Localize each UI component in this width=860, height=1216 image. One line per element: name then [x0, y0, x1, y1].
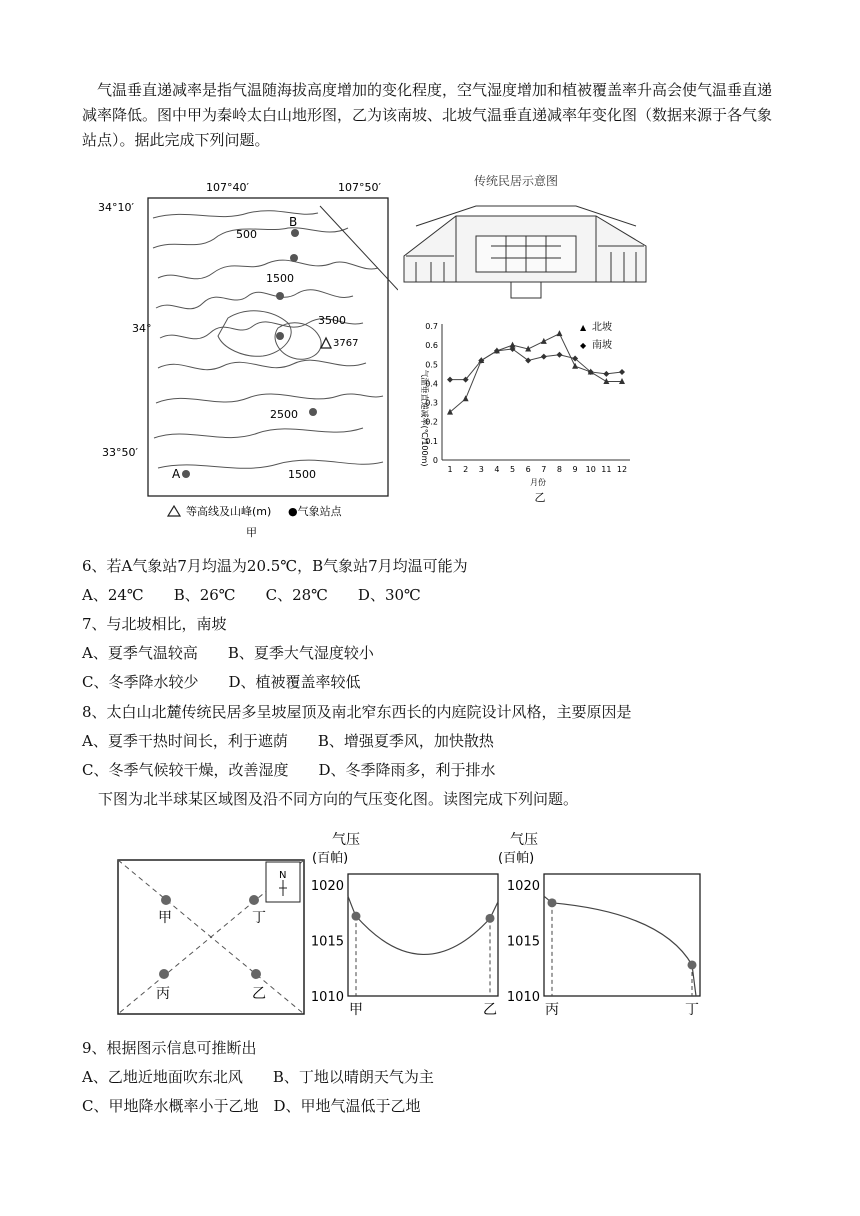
lapse-rate-ytick: 0.6: [425, 341, 438, 351]
pressure-ylabel: 气压: [332, 832, 360, 848]
legend-station: ●气象站点: [288, 505, 342, 518]
map-caption: 甲: [246, 526, 257, 538]
legend-south-marker: ◆: [580, 341, 587, 350]
lapse-rate-point-south: [619, 369, 625, 375]
q7-options-ab: A、夏季气温较高 B、夏季大气湿度较小: [82, 644, 374, 662]
lapse-rate-ytick: 0.4: [425, 379, 438, 389]
lapse-rate-xtick: 4: [494, 465, 500, 474]
lapse-rate-point-north: [447, 409, 453, 415]
pressure-point: [352, 912, 361, 921]
lapse-rate-point-south: [556, 352, 562, 358]
lapse-rate-xtick: 11: [601, 465, 612, 474]
house-sketch: [404, 206, 646, 298]
pressure-ytick: 1010: [506, 990, 540, 1005]
pressure-xtick: 丁: [685, 1002, 699, 1018]
legend-north: 北坡: [592, 322, 612, 333]
lapse-rate-ytick: 0.2: [425, 417, 438, 427]
lapse-rate-point-north: [603, 378, 609, 384]
lapse-rate-xtick: 2: [463, 465, 469, 474]
lapse-rate-point-south: [541, 354, 547, 360]
pressure-point: [548, 898, 557, 907]
point-ding: [249, 895, 259, 905]
leader-line: [320, 206, 398, 290]
q6-options: A、24℃ B、26℃ C、28℃ D、30℃: [82, 586, 421, 604]
lapse-rate-xtick: 6: [525, 465, 531, 474]
lapse-rate-point-south: [447, 377, 453, 383]
lapse-rate-xtick: 5: [509, 465, 516, 474]
lapse-rate-ytick: 0.5: [425, 360, 438, 370]
pressure-yunit: (百帕): [498, 851, 535, 866]
station-b-label: B: [289, 215, 298, 229]
lapse-rate-xtick: 8: [556, 465, 563, 474]
lapse-rate-xtick: 1: [447, 465, 453, 474]
pressure-ylabel: 气压: [510, 832, 538, 848]
lapse-rate-xtick: 12: [616, 465, 628, 474]
lapse-rate-point-north: [463, 395, 469, 401]
pressure-ytick: 1015: [506, 934, 540, 950]
lapse-rate-chart: [410, 318, 640, 508]
q7-stem: 7、与北坡相比，南坡: [82, 615, 227, 633]
q7-options-cd: C、冬季降水较少 D、植被覆盖率较低: [82, 673, 361, 691]
peak-elevation: 3767: [333, 338, 359, 349]
house-figure: [396, 170, 654, 302]
lon-label-right: 107°50′: [338, 181, 381, 194]
north-arrow-label: N: [279, 870, 287, 881]
label-yi: 乙: [252, 986, 266, 1002]
q8-stem: 8、太白山北麓传统民居多呈坡屋顶及南北窄东西长的内庭院设计风格，主要原因是: [82, 703, 632, 721]
region-map-figure: [116, 858, 308, 1018]
lat-label-mid: 34°: [132, 322, 152, 335]
legend-south: 南坡: [592, 340, 612, 351]
lapse-rate-point-north: [556, 330, 562, 336]
station-dot: [309, 408, 317, 416]
legend-peak-icon: [168, 506, 180, 516]
station-dot: [276, 332, 284, 340]
lat-label-top: 34°10′: [98, 201, 134, 214]
lapse-rate-xtick: 10: [585, 465, 596, 474]
intro-paragraph: 气温垂直递减率是指气温随海拔高度增加的变化程度，空气湿度增加和植被覆盖率升高会使气温垂直递减率降低。图中甲为秦岭太白山地形图，乙为该南坡、北坡气温垂直递减率年变化图（数据来源于各气象站点）。据此完成下列问题。: [82, 81, 773, 149]
pressure-xtick: 甲: [349, 1002, 363, 1018]
station-dot: [290, 254, 298, 262]
point-jia: [161, 895, 171, 905]
peak-triangle-icon: [321, 338, 331, 348]
station-b-dot: [291, 229, 299, 237]
pressure-yunit: (百帕): [312, 851, 349, 866]
station-a-dot: [182, 470, 190, 478]
q6-stem: 6、若A气象站7月均温为20.5℃，B气象站7月均温可能为: [82, 557, 468, 575]
label-bing: 丙: [156, 986, 170, 1002]
pressure-xtick: 丙: [545, 1002, 559, 1018]
pressure-plot-frame: [348, 874, 498, 996]
q9-stem: 9、根据图示信息可推断出: [82, 1039, 257, 1057]
lapse-rate-xtick: 9: [572, 465, 578, 474]
q9-options-cd: C、甲地降水概率小于乙地 D、甲地气温低于乙地: [82, 1097, 421, 1115]
contour-label-3500: 3500: [318, 314, 346, 327]
pressure-point: [486, 914, 495, 923]
pressure-ytick: 1010: [310, 990, 344, 1005]
pressure-xtick: 乙: [483, 1002, 497, 1018]
pressure-ytick: 1015: [310, 934, 344, 950]
station-dot: [276, 292, 284, 300]
lapse-rate-point-north: [572, 363, 578, 369]
pressure-plot: [507, 879, 699, 1018]
pressure-ytick: 1020: [310, 879, 344, 895]
pressure-ytick: 1020: [506, 879, 540, 895]
contour-label-2500: 2500: [270, 408, 298, 421]
contour-label-1500-bot: 1500: [288, 468, 316, 481]
q8-options-ab: A、夏季干热时间长，利于遮荫 B、增强夏季风，加快散热: [82, 732, 494, 750]
point-bing: [159, 969, 169, 979]
lapse-rate-ytick: 0.7: [425, 322, 438, 331]
pressure-point: [688, 960, 697, 969]
lapse-rate-ytick: 0.1: [425, 436, 438, 446]
legend-north-marker: ▲: [580, 323, 587, 332]
label-ding: 丁: [252, 910, 266, 926]
lapse-rate-xaxis-ticks: [447, 465, 627, 474]
house-title: 传统民居示意图: [474, 174, 559, 188]
contour-label-500-top: 500: [236, 228, 257, 241]
pressure-plot: [311, 879, 498, 1018]
point-yi: [251, 969, 261, 979]
lapse-rate-ylabel: 气温垂直递减率(℃/100m): [420, 369, 429, 467]
lapse-rate-xtick: 7: [541, 465, 547, 474]
lapse-rate-ytick: 0: [432, 456, 438, 465]
pressure-chart-jia-yi: [300, 826, 506, 1026]
contour-label-1500-top: 1500: [266, 272, 294, 285]
topo-map-figure: [98, 178, 398, 538]
lat-label-bot: 33°50′: [102, 446, 138, 459]
q8-options-cd: C、冬季气候较干燥，改善湿度 D、冬季降雨多，利于排水: [82, 761, 496, 779]
legend-contour: 等高线及山峰(m): [186, 505, 272, 518]
label-jia: 甲: [158, 910, 172, 926]
lapse-rate-point-south: [603, 371, 609, 377]
pressure-chart-bing-ding: [498, 826, 708, 1026]
pressure-curve: [348, 896, 498, 954]
lapse-rate-ytick: 0.3: [425, 398, 438, 408]
station-a-label: A: [172, 467, 181, 481]
lapse-rate-xtick: 3: [478, 465, 484, 474]
chart-caption: 乙: [534, 491, 546, 504]
lapse-rate-xlabel: 月份: [530, 478, 546, 487]
pressure-curve: [544, 896, 696, 996]
q9-options-ab: A、乙地近地面吹东北风 B、丁地以晴朗天气为主: [82, 1068, 434, 1086]
pressure-plot-frame: [544, 874, 700, 996]
lon-label-left: 107°40′: [206, 181, 249, 194]
lapse-rate-point-north: [619, 378, 625, 384]
intro2: 下图为北半球某区域图及沿不同方向的气压变化图。读图完成下列问题。: [98, 790, 579, 808]
